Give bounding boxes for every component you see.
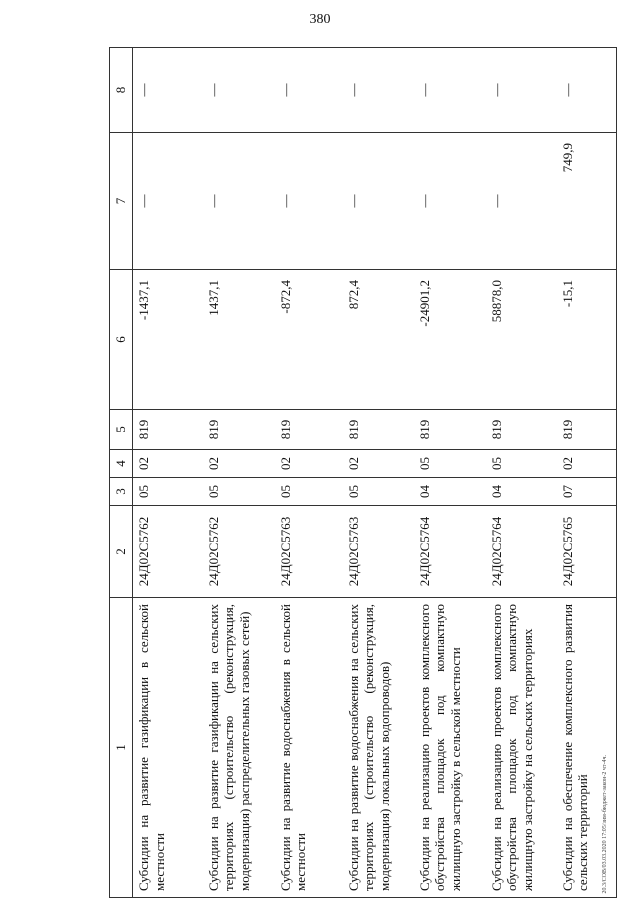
amount-2021-cell: —: [414, 133, 486, 270]
amount-2020-cell: 872,4: [343, 270, 414, 410]
amount-2020-cell: -872,4: [275, 270, 343, 410]
expense-type-code-cell: 819: [203, 410, 275, 450]
expense-type-code-cell: 819: [275, 410, 343, 450]
page-number: 380: [309, 12, 331, 27]
amount-2021-cell: —: [203, 133, 275, 270]
document-footer-note: 20.3/СОВ/03.03.2020 17:05/зим-бюджет-закон-2 чт-4ч.: [602, 755, 608, 894]
section-code-cell: 04: [414, 478, 486, 506]
amount-2020-cell: -15,1: [557, 270, 617, 410]
amount-2021-cell: —: [486, 133, 557, 270]
column-header: 6: [110, 270, 133, 410]
target-article-code-cell: 24Д02С5763: [275, 506, 343, 598]
section-code-cell: 05: [343, 478, 414, 506]
target-article-code-cell: 24Д02С5762: [203, 506, 275, 598]
amount-2021-cell: —: [343, 133, 414, 270]
section-code-cell: 07: [557, 478, 617, 506]
subsection-code-cell: 02: [343, 450, 414, 478]
subsection-code-cell: 02: [275, 450, 343, 478]
table-row: [203, 48, 275, 898]
subsection-code-cell: 05: [486, 450, 557, 478]
table-row: [486, 48, 557, 898]
amount-2021-cell: —: [133, 133, 203, 270]
amount-2020-cell: -1437,1: [133, 270, 203, 410]
subsection-code-cell: 02: [557, 450, 617, 478]
expense-type-code-cell: 819: [557, 410, 617, 450]
budget-table: [109, 47, 617, 898]
row-name-cell: Субсидии на реализацию проектов комплексного обустройства площадок под компактную жилищную застройку в сельской местности: [414, 598, 486, 898]
column-header: 2: [110, 506, 133, 598]
amount-2021-cell: 749,9: [557, 133, 617, 270]
subsection-code-cell: 05: [414, 450, 486, 478]
row-name-cell: Субсидии на развитие водоснабжения на сельских территориях (строительство (реконструкция, модернизация) локальных водопроводов): [343, 598, 414, 898]
amount-2020-cell: 1437,1: [203, 270, 275, 410]
section-code-cell: 05: [203, 478, 275, 506]
row-name-cell: Субсидии на развитие газификации в сельской местности: [133, 598, 203, 898]
subsection-code-cell: 02: [133, 450, 203, 478]
amount-2022-cell: —: [275, 48, 343, 133]
target-article-code-cell: 24Д02С5764: [414, 506, 486, 598]
amount-2021-cell: —: [275, 133, 343, 270]
row-name-cell: Субсидии на развитие водоснабжения в сельской местности: [275, 598, 343, 898]
column-header: 3: [110, 478, 133, 506]
column-header: 5: [110, 410, 133, 450]
table-row: [133, 48, 203, 898]
table-header-row: [110, 48, 133, 898]
column-header: 7: [110, 133, 133, 270]
expense-type-code-cell: 819: [486, 410, 557, 450]
table-row: [414, 48, 486, 898]
amount-2022-cell: —: [343, 48, 414, 133]
column-header: 4: [110, 450, 133, 478]
section-code-cell: 05: [275, 478, 343, 506]
column-header: 8: [110, 48, 133, 133]
target-article-code-cell: 24Д02С5762: [133, 506, 203, 598]
target-article-code-cell: 24Д02С5765: [557, 506, 617, 598]
table-row: [275, 48, 343, 898]
target-article-code-cell: 24Д02С5764: [486, 506, 557, 598]
amount-2020-cell: 58878,0: [486, 270, 557, 410]
table-row: [557, 48, 617, 898]
target-article-code-cell: 24Д02С5763: [343, 506, 414, 598]
expense-type-code-cell: 819: [414, 410, 486, 450]
section-code-cell: 04: [486, 478, 557, 506]
amount-2022-cell: —: [203, 48, 275, 133]
row-name-cell: Субсидии на реализацию проектов комплексного обустройства площадок под компактную жилищную застройку на сельских территориях: [486, 598, 557, 898]
rotated-table-frame: [109, 48, 591, 898]
column-header: 1: [110, 598, 133, 898]
row-name-cell: Субсидии на развитие газификации на сельских территориях (строительство (реконструкция, модернизация) распределительных газовых сетей): [203, 598, 275, 898]
section-code-cell: 05: [133, 478, 203, 506]
amount-2022-cell: —: [486, 48, 557, 133]
expense-type-code-cell: 819: [343, 410, 414, 450]
amount-2020-cell: -24901,2: [414, 270, 486, 410]
amount-2022-cell: —: [557, 48, 617, 133]
amount-2022-cell: —: [414, 48, 486, 133]
amount-2022-cell: —: [133, 48, 203, 133]
expense-type-code-cell: 819: [133, 410, 203, 450]
subsection-code-cell: 02: [203, 450, 275, 478]
table-row: [343, 48, 414, 898]
row-name-cell: Субсидии на обеспечение комплексного развития сельских территорий: [557, 598, 617, 898]
